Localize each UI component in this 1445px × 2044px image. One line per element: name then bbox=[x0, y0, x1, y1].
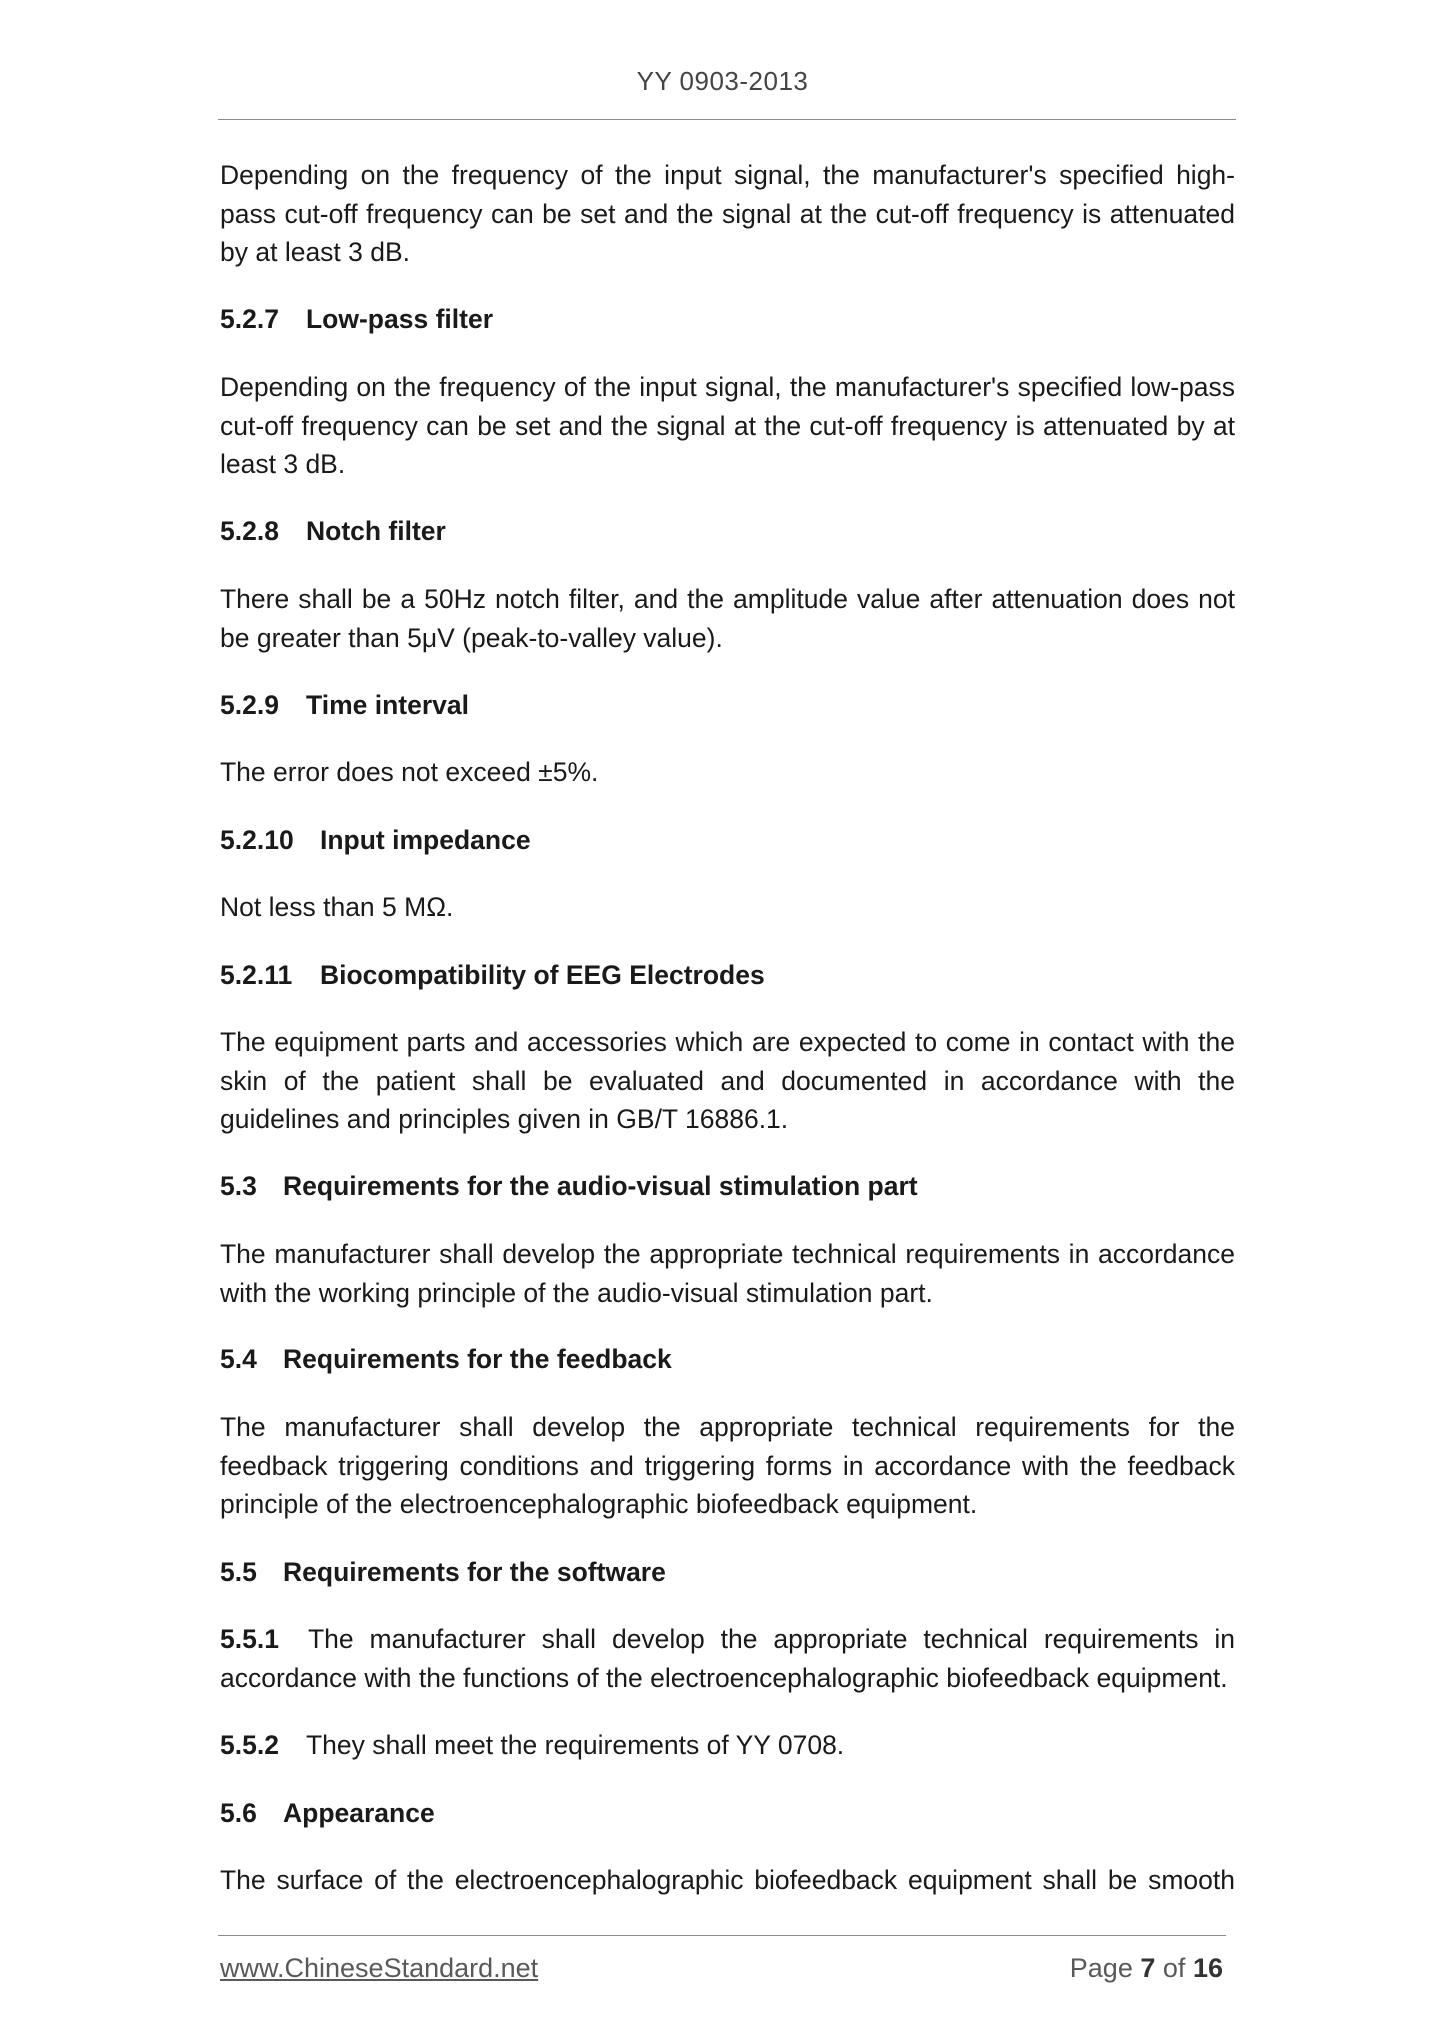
section-5-5-heading bbox=[220, 1553, 1235, 1591]
intro-paragraph: Depending on the frequency of the input signal, the manufacturer's specified high-pass cut-off frequency can be set and the signal at the cut-off frequency is attenuated by at least 3 dB. bbox=[220, 160, 1235, 267]
section-5-5-1-paragraph bbox=[220, 1620, 1235, 1697]
total-page-count: 16 bbox=[1192, 1953, 1223, 1983]
section-title: Appearance bbox=[283, 1798, 435, 1828]
section-5-5-2-paragraph bbox=[220, 1726, 1235, 1765]
section-number: 5.5 bbox=[220, 1557, 257, 1587]
section-title: Requirements for the feedback bbox=[283, 1344, 672, 1374]
section-5-2-10-heading bbox=[220, 821, 1235, 859]
website-link[interactable]: www.ChineseStandard.net bbox=[220, 1953, 539, 1983]
section-title: Notch filter bbox=[306, 516, 446, 546]
page-indicator bbox=[1070, 1953, 1223, 1984]
section-title: Time interval bbox=[306, 690, 469, 720]
section-number: 5.4 bbox=[220, 1344, 257, 1374]
section-number: 5.2.10 bbox=[220, 825, 294, 855]
section-5-3-heading bbox=[220, 1167, 1235, 1205]
section-5-2-7-heading bbox=[220, 300, 1235, 338]
section-number: 5.5.1 bbox=[220, 1624, 279, 1654]
section-number: 5.2.9 bbox=[220, 690, 279, 720]
section-5-4-body: The manufacturer shall develop the appropriate technical requirements for the feedback triggering conditions and triggering forms in accordance with the feedback principle of the electroencephalographic biofeedback equipment. bbox=[220, 1412, 1235, 1519]
section-5-2-9-heading bbox=[220, 686, 1235, 724]
section-number: 5.3 bbox=[220, 1171, 257, 1201]
section-title: Biocompatibility of EEG Electrodes bbox=[320, 960, 765, 990]
section-5-2-11-heading bbox=[220, 956, 1235, 994]
section-title: Input impedance bbox=[320, 825, 531, 855]
section-text: They shall meet the requirements of YY 0708. bbox=[306, 1730, 845, 1760]
page-label: Page bbox=[1069, 1953, 1133, 1983]
section-5-2-7-body: Depending on the frequency of the input signal, the manufacturer's specified low-pass cut-off frequency can be set and the signal at the cut-off frequency is attenuated by at least 3 dB. bbox=[220, 372, 1235, 479]
section-title: Requirements for the audio-visual stimulation part bbox=[283, 1171, 918, 1201]
section-5-2-11-body: The equipment parts and accessories which are expected to come in contact with the skin of the patient shall be evaluated and documented in accordance with the guidelines and principles given in GB/T 16886.1. bbox=[220, 1027, 1235, 1134]
section-title: Low-pass filter bbox=[306, 304, 494, 334]
section-5-2-8-body: There shall be a 50Hz notch filter, and the amplitude value after attenuation does not be greater than 5μV (peak-to-valley value). bbox=[220, 584, 1235, 653]
section-5-2-8-heading bbox=[220, 512, 1235, 550]
section-number: 5.2.7 bbox=[220, 304, 279, 334]
section-5-2-10-body: Not less than 5 MΩ. bbox=[220, 892, 454, 922]
header-divider bbox=[218, 119, 1236, 120]
footer-divider bbox=[218, 1935, 1226, 1936]
section-5-4-heading bbox=[220, 1340, 1235, 1378]
section-number: 5.2.11 bbox=[220, 960, 293, 990]
current-page-number: 7 bbox=[1140, 1953, 1156, 1983]
section-number: 5.2.8 bbox=[220, 516, 279, 546]
section-5-2-9-body: The error does not exceed ±5%. bbox=[220, 757, 599, 787]
section-5-6-body: The surface of the electroencephalographic biofeedback equipment shall be smooth bbox=[220, 1865, 1235, 1895]
section-title: Requirements for the software bbox=[283, 1557, 666, 1587]
section-number: 5.5.2 bbox=[220, 1730, 279, 1760]
section-number: 5.6 bbox=[220, 1798, 257, 1828]
section-5-6-heading bbox=[220, 1794, 1235, 1832]
page-of-label: of bbox=[1162, 1953, 1186, 1983]
document-id-header: YY 0903-2013 bbox=[636, 66, 809, 96]
section-5-3-body: The manufacturer shall develop the appropriate technical requirements in accordance with the working principle of the audio-visual stimulation part. bbox=[220, 1239, 1235, 1308]
section-text: The manufacturer shall develop the appropriate technical requirements in accordance with the functions of the electroencephalographic biofeedback equipment. bbox=[220, 1624, 1235, 1693]
